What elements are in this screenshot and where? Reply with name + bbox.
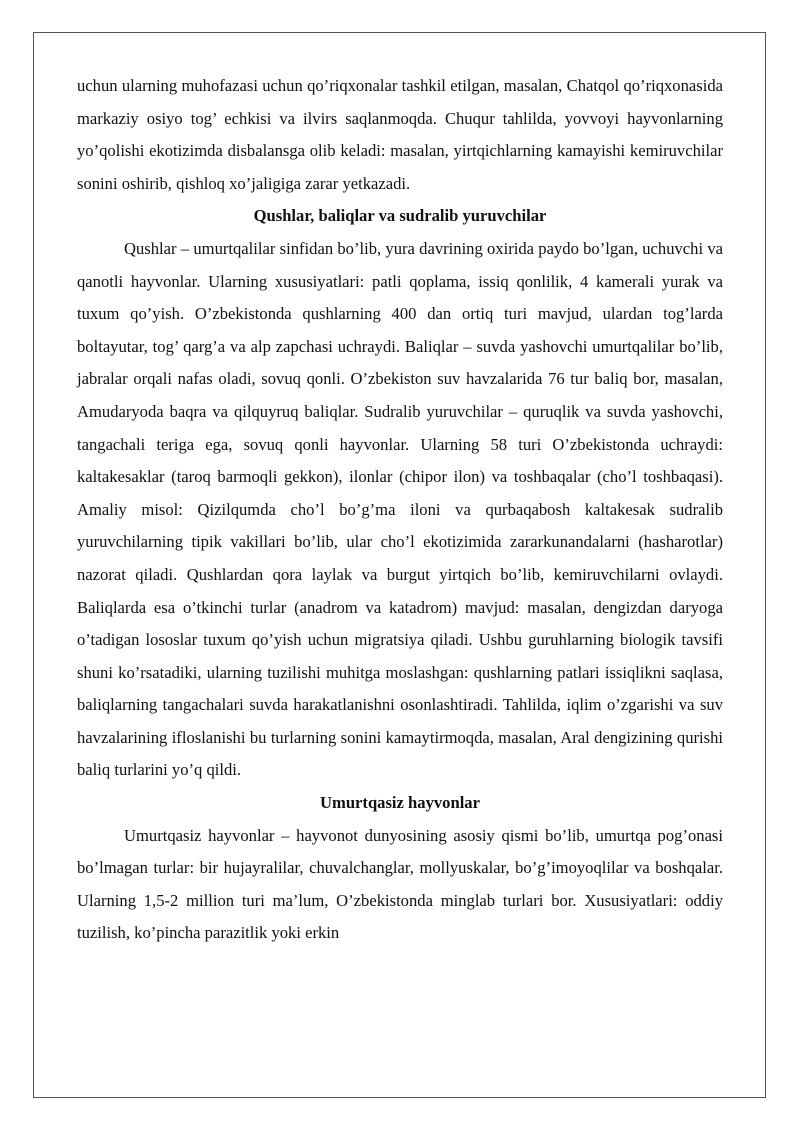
paragraph-invertebrates: Umurtqasiz hayvonlar – hayvonot dunyosining asosiy qismi bo’lib, umurtqa pog’onasi bo’lmagan turlar: bir hujayralilar, chuvalchanglar, mollyuskalar, bo’g’imoyoqlilar va boshqalar. Ularning 1,5-2 million turi ma’lum, O’zbekistonda minglab turlari bor. Xususiyatlari: oddiy tuzilish, ko’pincha parazitlik yoki erkin (77, 825, 723, 943)
document-body (77, 70, 723, 950)
paragraph-birds-fish-reptiles: Qushlar – umurtqalilar sinfidan bo’lib, yura davrining oxirida paydo bo’lgan, uchuvchi va qanotli hayvonlar. Ularning xususiyatlari: patli qoplama, issiq qonlilik, 4 kamerali yurak va tuxum qo’yish. O’zbekistonda qushlarning 400 dan ortiq turi mavjud, ulardan tog’larda boltayutar, tog’ qarg’a va alp zapchasi uchraydi. Baliqlar – suvda yashovchi umurtqalilar bo’lib, jabralar orqali nafas oladi, sovuq qonli. O’zbekiston suv havzalarida 76 tur baliq bor, masalan, Amudaryoda baqra va qilquyruq baliqlar. Sudralib yuruvchilar – quruqlik va suvda yashovchi, tangachali teriga ega, sovuq qonli hayvonlar. Ularning 58 turi O’zbekistonda uchraydi: kaltakesaklar (taroq barmoqli gekkon), ilonlar (chipor ilon) va toshbaqalar (cho’l toshbaqasi). Amaliy misol: Qizilqumda cho’l bo’g’ma iloni va qurbaqabosh kaltakesak sudralib yuruvchilarning tipik vakillari bo’lib, ular cho’l ekotizimida zararkunandalarni (hasharotlar) nazorat qiladi. Qushlardan qora laylak va burgut yirtqich bo’lib, kemiruvchilarni ovlaydi. Baliqlarda esa o’tkinchi turlar (anadrom va katadrom) mavjud: masalan, dengizdan daryoga o’tadigan lososlar tuxum qo’yish uchun migratsiya qiladi. Ushbu guruhlarning biologik tavsifi shuni ko’rsatadiki, ularning tuzilishi muhitga moslashgan: qushlarning patlari issiqlikni saqlasa, baliqlarning tangachalari suvda harakatlanishni osonlashtiradi. Tahlilda, iqlim o’zgarishi va suv havzalarining ifloslanishi bu turlarning sonini kamaytirmoqda, masalan, Aral dengizining qurishi baliq turlarini yo’q qildi. (77, 238, 723, 780)
paragraph-continued: uchun ularning muhofazasi uchun qo’riqxonalar tashkil etilgan, masalan, Chatqol qo’riqxonasida markaziy osiyo tog’ echkisi va ilvirs saqlanmoqda. Chuqur tahlilda, yovvoyi hayvonlarning yo’qolishi ekotizimda disbalansga olib keladi: masalan, yirtqichlarning kamayishi kemiruvchilar sonini oshirib, qishloq xo’jaligiga zarar yetkazadi. (77, 76, 723, 193)
section-heading-invertebrates: Umurtqasiz hayvonlar (320, 793, 480, 813)
section-heading-birds-fish-reptiles: Qushlar, baliqlar va sudralib yuruvchilar (253, 206, 547, 226)
